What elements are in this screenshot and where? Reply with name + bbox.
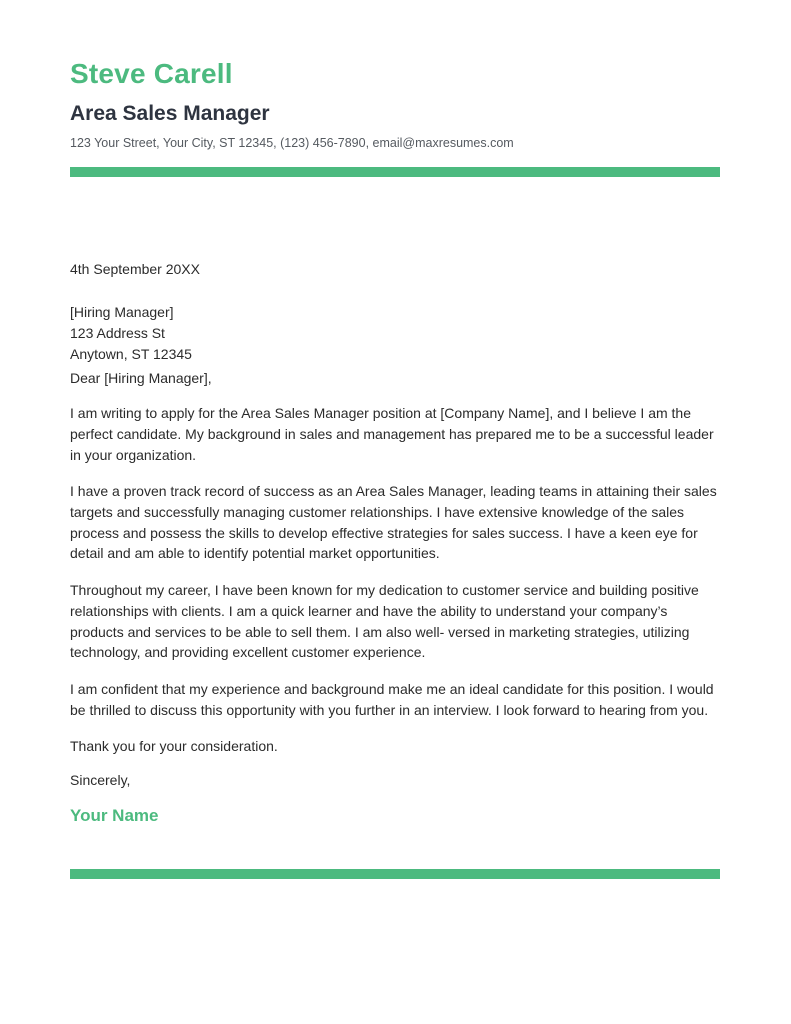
body-paragraph: I have a proven track record of success as an Area Sales Manager, leading teams in attaining their sales targets and successfully managing customer relationships. I have extensive knowledge of the sales process and possess the skills to develop effective strategies for sales success. I have a keen eye for detail and am able to identify potential market opportunities.	[70, 483, 717, 562]
recipient-line: 123 Address St	[70, 324, 165, 341]
body-paragraph: I am confident that my experience and background make me an ideal candidate for this position. I would be thrilled to discuss this opportunity with you further in an interview. I look forward to hearing from you.	[70, 681, 714, 718]
job-title: Area Sales Manager	[70, 102, 270, 125]
recipient-line: [Hiring Manager]	[70, 304, 174, 320]
recipient-address	[70, 302, 720, 364]
salutation: Dear [Hiring Manager],	[70, 370, 212, 386]
letter-date: 4th September 20XX	[70, 261, 200, 277]
contact-info: 123 Your Street, Your City, ST 12345, (123) 456-7890, email@maxresumes.com	[70, 136, 514, 150]
applicant-name: Steve Carell	[70, 58, 233, 89]
body-paragraph: Throughout my career, I have been known for my dedication to customer service and building positive relationships with clients. I am a quick learner and have the ability to understand your company’s products and services to be able to sell them. I am also well- versed in marketing strategies, utilizing technology, and providing excellent customer experience.	[70, 582, 699, 661]
closing-line: Sincerely,	[70, 772, 131, 788]
recipient-line: Anytown, ST 12345	[70, 345, 192, 362]
signature-name: Your Name	[70, 806, 159, 825]
header-divider	[70, 167, 720, 177]
footer-divider	[70, 869, 720, 879]
thanks-line: Thank you for your consideration.	[70, 738, 278, 754]
body-paragraph: I am writing to apply for the Area Sales Manager position at [Company Name], and I believe I am the perfect candidate. My background in sales and management has prepared me to be a successful leader in your organization.	[70, 405, 714, 463]
